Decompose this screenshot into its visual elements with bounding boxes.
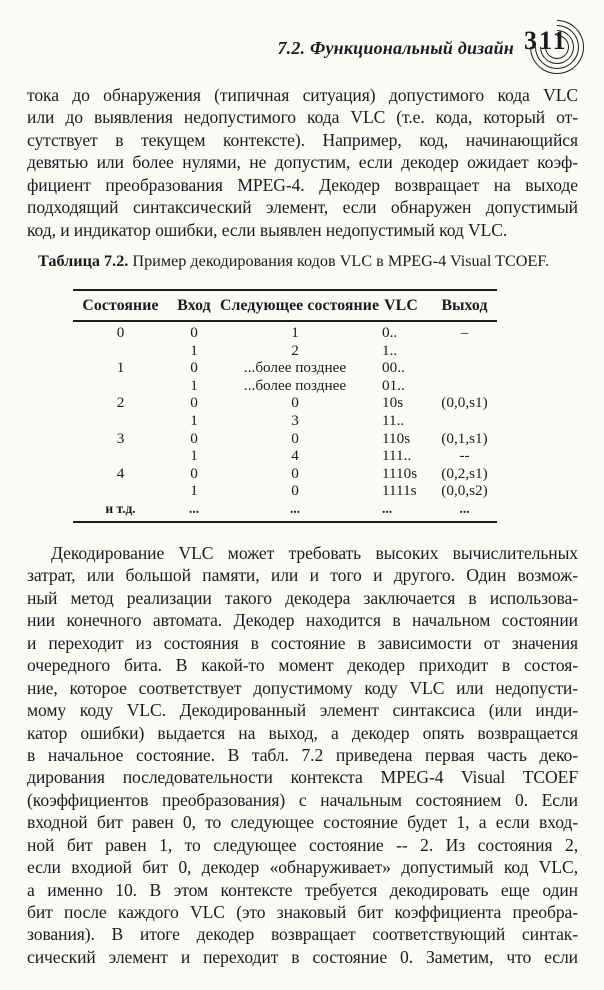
table-cell: 0..: [382, 324, 398, 341]
table-cell: 1: [190, 341, 198, 359]
text-line: нии конечного автомата. Декодер находится в начальном состоянии: [27, 610, 578, 631]
table-row: [73, 447, 497, 465]
table-cell: ...: [188, 500, 200, 516]
table-row: [73, 342, 497, 360]
text-line: сутствует в текущем контексте). Например, код, начинающийся: [27, 129, 578, 150]
section-number: 7.2.: [277, 38, 306, 58]
text-line: дирования последовательности контекста MPEG-4 Visual TCOEF: [27, 767, 578, 788]
text-line: Декодирование VLC может требовать высоких вычислительных: [51, 543, 578, 563]
table-cell: и т.д.: [105, 500, 136, 516]
table-cell: 0: [190, 324, 198, 341]
table-header-cell: Вход: [177, 296, 211, 314]
table-cell: (0,2,s1): [441, 464, 488, 482]
table-caption-text: Пример декодирования кодов VLC в MPEG-4 Visual TCOEF.: [128, 252, 550, 270]
table-body: [73, 322, 497, 521]
table-cell: 2: [116, 394, 125, 412]
table-header-cell: VLC: [384, 296, 418, 314]
text-line: фициент преобразования MPEG-4. Декодер возвращает на выходе: [27, 174, 578, 195]
table-cell: (0,0,s2): [441, 482, 488, 500]
table-cell: 0: [190, 464, 198, 482]
text-line: входной бит равен 0, то следующее состояние будет 1, а если вход-: [27, 812, 578, 833]
text-line: или до выявления недопустимого кода VLC (т.е. кода, который от-: [27, 107, 578, 128]
table-cell: –: [460, 324, 469, 341]
table-cell: 11..: [382, 411, 405, 429]
table-row: [73, 359, 497, 377]
text-line: (коэффициентов преобразования) с начальным состоянием 0. Если: [27, 789, 578, 810]
table-cell: 0: [291, 482, 299, 500]
table-row: [73, 324, 497, 342]
table-cell: ...более позднее: [243, 359, 347, 377]
paragraph-2: [27, 542, 578, 968]
text-line: в начальное состояние. В табл. 7.2 приведена первая часть деко-: [27, 744, 578, 765]
text-line: бит после каждого VLC (это знаковый бит коэффициента преобра-: [27, 902, 578, 922]
text-line: подходящий синтаксический элемент, если обнаружен допустимый: [27, 197, 578, 218]
text-line: девятью или более нулями, не допустим, если декодер ожидает коэф-: [27, 152, 578, 173]
table-cell: 4: [291, 447, 299, 465]
table-cell: 1: [116, 359, 125, 377]
table-cell: (0,1,s1): [441, 429, 488, 447]
page-number-badge: [524, 20, 596, 80]
table-cell: ...: [382, 500, 393, 516]
table-cell: 1: [190, 376, 198, 394]
table-cell: 01..: [382, 376, 405, 394]
table-row: [73, 465, 497, 483]
table-header-row: [73, 291, 497, 322]
table-cell: 0: [190, 429, 198, 447]
table-cell: ...: [459, 500, 470, 516]
table-cell: 1: [190, 411, 198, 429]
text-line: ной бит равен 1, то следующее состояние -- 2. Из состояния 2,: [27, 834, 578, 855]
table-cell: 10s: [382, 394, 404, 412]
table-row: [73, 377, 497, 395]
text-line: затрат, или большой памяти, или и того и другого. Один возмож-: [27, 565, 578, 586]
table-cell: 0: [291, 394, 299, 412]
table-cell: 110s: [382, 429, 411, 447]
table-cell: ...более позднее: [243, 376, 347, 394]
text-line: ный метод реализации такого декодера заключается в использова-: [27, 587, 578, 608]
table-cell: --: [459, 447, 470, 465]
paragraph-1: [27, 84, 578, 241]
table-cell: 4: [116, 464, 125, 482]
table-row: [73, 500, 497, 518]
text-line: зования). В итоге декодер возвращает соответствующий синтак-: [27, 924, 578, 945]
running-head: [277, 38, 514, 59]
text-line: и переходит из состояния в состояние в зависимости от значения: [27, 632, 578, 653]
text-line: а именно 10. В этом контексте требуется декодировать еще один: [27, 879, 578, 900]
table-cell: 3: [291, 411, 299, 429]
table-row: [73, 394, 497, 412]
text-line: код, и индикатор ошибки, если выявлен недопустимый код VLC.: [27, 219, 508, 240]
table-cell: 0: [291, 464, 299, 482]
text-line: сический элемент и переходит в состояние 0. Заметим, что если: [27, 946, 578, 967]
table-cell: ...: [289, 500, 301, 516]
table-row: [73, 482, 497, 500]
table-cell: 1111s: [382, 482, 417, 500]
text-line: очередного бита. В какой-то момент декодер приходит в состоя-: [27, 655, 578, 676]
text-line: мому коду VLC. Декодированный элемент синтаксиса (или инди-: [27, 700, 578, 721]
table-cell: 1110s: [382, 464, 418, 482]
table-header-cell: Следующее состояние: [220, 296, 380, 314]
table-row: [73, 412, 497, 430]
table-cell: (0,0,s1): [441, 394, 488, 412]
text-line: ние, которое соответствует допустимому коду VLC или недопусти-: [27, 677, 578, 698]
table-cell: 0: [116, 324, 125, 341]
table-header-cell: Состояние: [82, 296, 159, 314]
table-cell: 1: [190, 447, 198, 465]
table-cell: 0: [291, 429, 299, 447]
text-line: тока до обнаружения (типичная ситуация) допустимого кода VLC: [27, 85, 578, 105]
text-line: катор ошибки) выдается на выход, а декодер опять возвращается: [27, 722, 578, 743]
table-cell: 1: [291, 324, 299, 341]
table-cell: 111..: [382, 447, 412, 465]
vlc-decoding-table: [73, 289, 497, 523]
section-title: Функциональный дизайн: [309, 38, 514, 58]
table-cell: 2: [291, 341, 299, 359]
table-cell: 1..: [382, 341, 398, 359]
table-row: [73, 430, 497, 448]
table-caption: [38, 252, 578, 271]
page-number: 311: [524, 26, 568, 55]
text-line: если входиой бит 0, декодер «обнаруживает» допустимый код VLC,: [27, 857, 578, 878]
table-cell: 0: [190, 394, 198, 412]
table-cell: 00..: [382, 359, 405, 377]
table-header-cell: Выход: [441, 296, 488, 314]
table-cell: 3: [116, 429, 125, 447]
table-cell: 1: [190, 482, 198, 500]
table-caption-label: Таблица 7.2.: [38, 252, 129, 270]
table-cell: 0: [190, 359, 198, 377]
